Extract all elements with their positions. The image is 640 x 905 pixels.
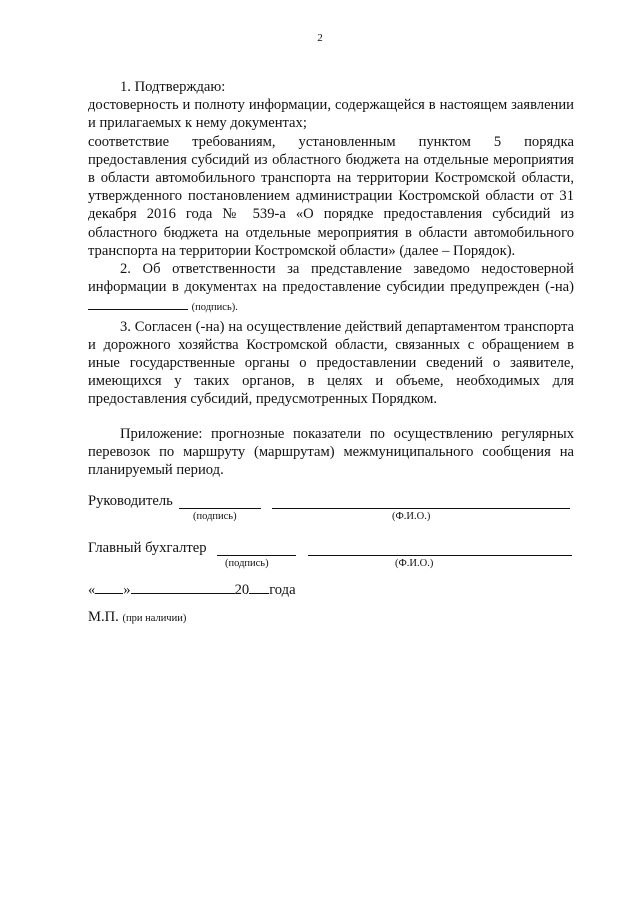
head-label: Руководитель [88, 493, 173, 509]
date-line [88, 580, 296, 599]
signature-note: (подпись). [191, 302, 238, 314]
date-year-prefix: 20 [234, 582, 250, 598]
document-body [88, 78, 574, 409]
stamp-line [88, 609, 186, 626]
accountant-name-line[interactable] [308, 555, 572, 556]
page-number: 2 [317, 32, 323, 44]
stamp-note: (при наличии) [122, 613, 187, 624]
stamp-label: М.П. [88, 609, 119, 625]
annex-text: Приложение: прогнозные показатели по осуществлению регулярных перевозок по маршруту (маршрутам) межмуниципального сообщения на планируемый период. [88, 426, 574, 479]
accountant-label: Главный бухгалтер [88, 540, 207, 556]
accountant-sign-note: (подпись) [225, 558, 269, 569]
item-1-point-b: соответствие требованиям, установленным пунктом 5 порядка предоставления субсидий из областного бюджета на отдельные мероприятия в области автомобильного транспорта на территории Костромской области, утвержденного постановлением администрации Костромской области от 31 декабря 2016 года № 539-а «О порядке предоставления субсидий из областного бюджета на отдельные мероприятия в области автомобильного транспорта на территории Костромской области» (далее – Порядок). [88, 133, 574, 259]
date-day-blank[interactable] [95, 580, 123, 594]
date-suffix: года [269, 582, 296, 598]
head-sign-note: (подпись) [193, 511, 237, 522]
item-1-point-a: достоверность и полноту информации, содержащейся в настоящем заявлении и прилагаемых к нему документах; [88, 97, 574, 132]
date-open-quote: « [88, 582, 96, 598]
date-month-blank[interactable] [131, 580, 235, 594]
date-year-blank[interactable] [249, 580, 269, 594]
signature-blank[interactable] [88, 296, 188, 310]
date-close-quote: » [123, 582, 131, 598]
accountant-signature-line[interactable] [217, 555, 296, 556]
annex [88, 425, 574, 480]
head-name-line[interactable] [272, 508, 570, 509]
head-name-note: (Ф.И.О.) [392, 511, 431, 522]
head-signature-line[interactable] [179, 508, 261, 509]
item-3: 3. Согласен (-на) на осуществление действий департаментом транспорта и дорожного хозяйства Костромской области, связанных с обращением в иные государственные органы о предоставлении сведений о заявителе, имеющихся у таких органов, в целях и объеме, необходимых для предоставления субсидий, предусмотренных Порядком. [88, 318, 574, 408]
item-2 [88, 260, 574, 318]
accountant-name-note: (Ф.И.О.) [395, 558, 434, 569]
item-2-text: 2. Об ответственности за представление заведомо недостоверной информации в документах на предоставление субсидии предупрежден (-на) [88, 261, 574, 296]
item-1-heading: 1. Подтверждаю: [120, 79, 226, 95]
